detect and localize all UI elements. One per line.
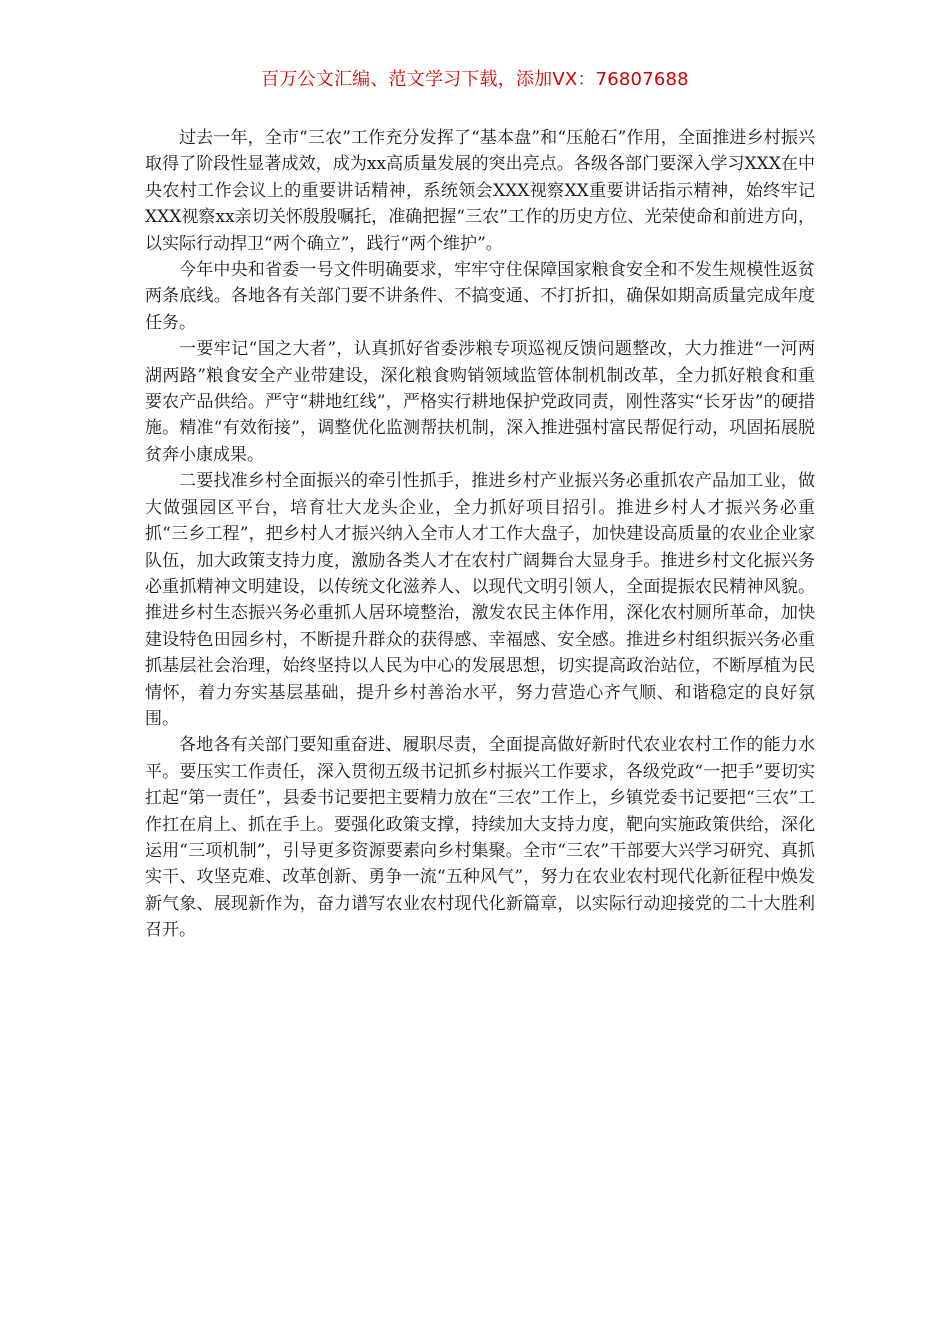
- paragraph-2: 今年中央和省委一号文件明确要求，牢牢守住保障国家粮食安全和不发生规模性返贫两条底线。各地各有关部门要不讲条件、不搞变通、不打折扣，确保如期高质量完成年度任务。: [145, 260, 815, 333]
- paragraph-4: 二要找准乡村全面振兴的牵引性抓手，推进乡村产业振兴务必重抓农产品加工业，做大做强园区平台，培育壮大龙头企业，全力抓好项目招引。推进乡村人才振兴务必重抓“三乡工程”，把乡村人才振兴纳入全市人才工作大盘子，加快建设高质量的农业企业家队伍，加大政策支持力度，激励各类人才在农村广阔舞台大显身手。推进乡村文化振兴务必重抓精神文明建设，以传统文化滋养人、以现代文明引领人，全面提振农民精神风貌。推进乡村生态振兴务必重抓人居环境整治，激发农民主体作用，深化农村厕所革命，加快建设特色田园乡村，不断提升群众的获得感、幸福感、安全感。推进乡村组织振兴务必重抓基层社会治理，始终坚持以人民为中心的发展思想，切实提高政治站位，不断厚植为民情怀，着力夯实基层基础，提升乡村善治水平，努力营造心齐气顺、和谐稳定的良好氛围。: [145, 471, 815, 729]
- document-body: [145, 125, 815, 944]
- paragraph-5: 各地各有关部门要知重奋进、履职尽责，全面提高做好新时代农业农村工作的能力水平。要压实工作责任，深入贯彻五级书记抓乡村振兴工作要求，各级党政“一把手”要切实扛起“第一责任”，县委书记要把主要精力放在“三农”工作上，乡镇党委书记要把“三农”工作扛在肩上、抓在手上。要强化政策支撑，持续加大支持力度，靶向实施政策供给，深化运用“三项机制”，引导更多资源要素向乡村集聚。全市“三农”干部要大兴学习研究、真抓实干、攻坚克难、改革创新、勇争一流“五种风气”，努力在农业农村现代化新征程中焕发新气象、展现新作为，奋力谱写农业农村现代化新篇章，以实际行动迎接党的二十大胜利召开。: [145, 735, 815, 941]
- paragraph-1: 过去一年，全市“三农”工作充分发挥了“基本盘”和“压舱石”作用，全面推进乡村振兴取得了阶段性显著成效，成为xx高质量发展的突出亮点。各级各部门要深入学习XXX在中央农村工作会议上的重要讲话精神，系统领会XXX视察XX重要讲话指示精神，始终牢记XXX视察xx亲切关怀殷殷嘱托，准确把握“三农”工作的历史方位、光荣使命和前进方向，以实际行动捍卫“两个确立”，践行“两个维护”。: [145, 128, 815, 254]
- paragraph-3: 一要牢记“国之大者”，认真抓好省委涉粮专项巡视反馈问题整改，大力推进“一河两湖两路”粮食安全产业带建设，深化粮食购销领域监管体制机制改革，全力抓好粮食和重要农产品供给。严守“耕地红线”，严格实行耕地保护党政同责，刚性落实“长牙齿”的硬措施。精准“有效衔接”，调整优化监测帮扶机制，深入推进强村富民帮促行动，巩固拓展脱贫奔小康成果。: [145, 339, 815, 465]
- header-banner: 百万公文汇编、范文学习下载，添加VX：76807688: [261, 69, 689, 90]
